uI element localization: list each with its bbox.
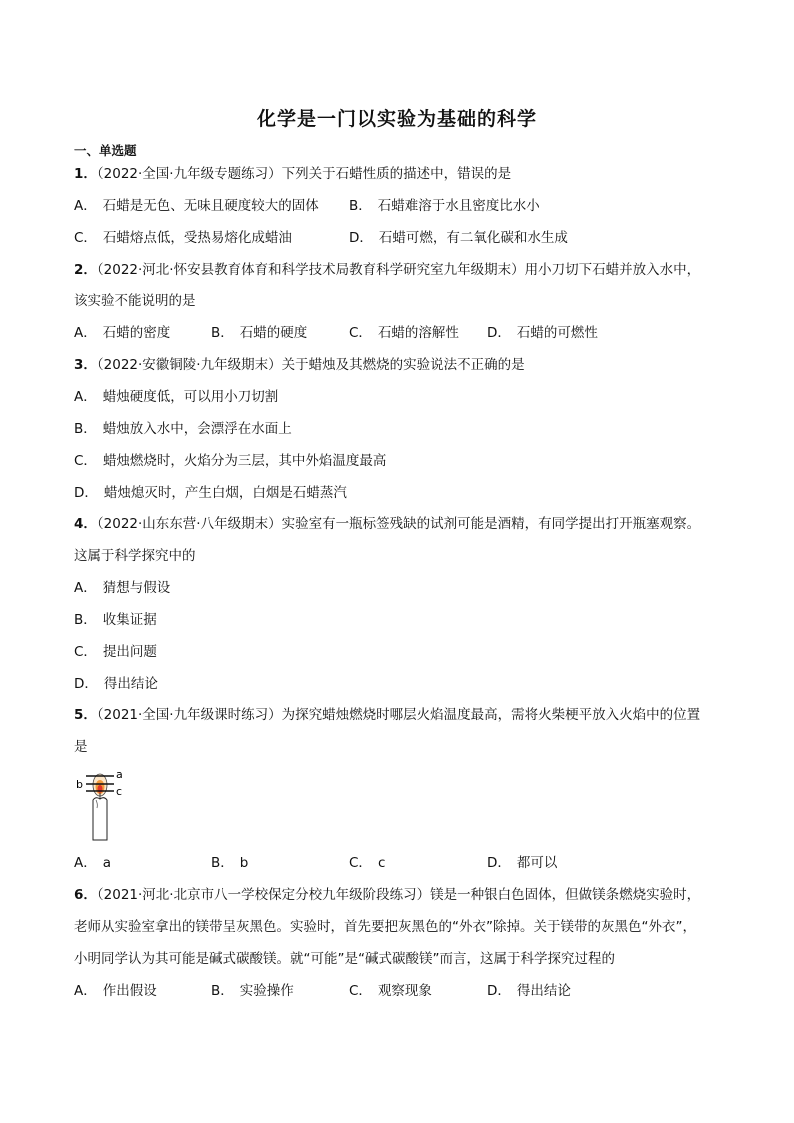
option-text: 收集证据 xyxy=(102,612,157,628)
q1-option-b[interactable] xyxy=(349,196,540,216)
option-text: 观察现象 xyxy=(377,983,432,999)
question-4-stem xyxy=(74,514,700,534)
question-6-stem-cont-2: 小明同学认为其可能是碱式碳酸镁。就“可能”是“碱式碳酸镁”而言，这属于科学探究过程的 xyxy=(74,951,615,967)
candle-flame-figure xyxy=(74,766,134,844)
question-5-stem xyxy=(74,705,700,725)
option-text: 都可以 xyxy=(516,855,558,871)
option-text: 作出假设 xyxy=(102,983,157,999)
option-text: 实验操作 xyxy=(239,983,294,999)
option-letter: B． xyxy=(74,421,97,437)
question-2-stem xyxy=(74,260,700,280)
question-2-stem-cont: 该实验不能说明的是 xyxy=(74,293,196,309)
option-text: 石蜡的硬度 xyxy=(239,325,308,341)
question-4-stem-cont: 这属于科学探究中的 xyxy=(74,548,196,564)
question-number: 3． xyxy=(74,357,97,373)
section-heading: 一、单选题 xyxy=(74,143,137,158)
option-text: 石蜡的密度 xyxy=(102,325,171,341)
q2-option-a[interactable] xyxy=(74,323,170,343)
option-text: 蜡烛放入水中，会漂浮在水面上 xyxy=(102,421,292,437)
option-letter: C． xyxy=(74,230,97,246)
q5-option-c[interactable] xyxy=(349,853,385,873)
q4-option-c[interactable] xyxy=(74,642,157,662)
option-text: 得出结论 xyxy=(103,676,158,692)
q1-option-a[interactable] xyxy=(74,196,319,216)
q5-option-a[interactable] xyxy=(74,853,111,873)
question-6-stem xyxy=(74,885,700,905)
question-text: （2021·全国·九年级课时练习）为探究蜡烛燃烧时哪层火焰温度最高，需将火柴梗平放入火焰中的位置 xyxy=(96,707,701,723)
q5-option-b[interactable] xyxy=(211,853,248,873)
option-letter: A． xyxy=(74,325,97,341)
option-text: 得出结论 xyxy=(516,983,571,999)
q3-option-d[interactable] xyxy=(74,483,347,503)
option-letter: C． xyxy=(74,453,97,469)
question-number: 5． xyxy=(74,707,97,723)
option-text: 提出问题 xyxy=(102,644,157,660)
option-letter: B． xyxy=(211,325,234,341)
q4-option-b[interactable] xyxy=(74,610,157,630)
q3-option-a[interactable] xyxy=(74,387,278,407)
q2-option-c[interactable] xyxy=(349,323,459,343)
q6-option-c[interactable] xyxy=(349,981,432,1001)
question-5-stem-cont: 是 xyxy=(74,739,88,755)
option-letter: A． xyxy=(74,389,97,405)
label-b: b xyxy=(76,778,83,791)
question-number: 6． xyxy=(74,887,97,903)
option-letter: A． xyxy=(74,983,97,999)
candle-body xyxy=(93,798,107,840)
candle-flame-diagram xyxy=(74,766,134,844)
option-letter: D． xyxy=(487,983,511,999)
q2-option-b[interactable] xyxy=(211,323,307,343)
label-a: a xyxy=(116,768,123,781)
option-letter: B． xyxy=(349,198,372,214)
option-text: 蜡烛燃烧时，火焰分为三层，其中外焰温度最高 xyxy=(102,453,387,469)
option-letter: C． xyxy=(349,855,372,871)
question-text: （2022·安徽铜陵·九年级期末）关于蜡烛及其燃烧的实验说法不正确的是 xyxy=(96,357,525,373)
option-text: b xyxy=(239,855,249,871)
option-letter: A． xyxy=(74,855,97,871)
question-1-stem xyxy=(74,164,511,184)
option-letter: A． xyxy=(74,198,97,214)
q3-option-c[interactable] xyxy=(74,451,386,471)
question-number: 4． xyxy=(74,516,97,532)
option-text: 石蜡难溶于水且密度比水小 xyxy=(377,198,540,214)
option-letter: B． xyxy=(211,855,234,871)
question-number: 1． xyxy=(74,166,97,182)
option-letter: B． xyxy=(74,612,97,628)
option-text: 石蜡的可燃性 xyxy=(516,325,598,341)
option-text: 蜡烛硬度低，可以用小刀切割 xyxy=(102,389,279,405)
q2-option-d[interactable] xyxy=(487,323,598,343)
q5-option-d[interactable] xyxy=(487,853,557,873)
option-letter: A． xyxy=(74,580,97,596)
option-text: 蜡烛熄灭时，产生白烟，白烟是石蜡蒸汽 xyxy=(103,485,347,501)
option-text: 石蜡的溶解性 xyxy=(377,325,459,341)
option-text: 石蜡是无色、无味且硬度较大的固体 xyxy=(102,198,319,214)
option-text: 石蜡可燃，有二氧化碳和水生成 xyxy=(378,230,568,246)
option-letter: D． xyxy=(487,855,511,871)
q1-option-d[interactable] xyxy=(349,228,568,248)
question-6-stem-cont-1: 老师从实验室拿出的镁带呈灰黑色。实验时，首先要把灰黑色的“外衣”除掉。关于镁带的灰黑色“外衣”， xyxy=(74,919,696,935)
option-letter: D． xyxy=(349,230,373,246)
option-letter: C． xyxy=(74,644,97,660)
option-letter: D． xyxy=(74,485,98,501)
option-text: 猜想与假设 xyxy=(102,580,171,596)
option-text: 石蜡熔点低，受热易熔化成蜡油 xyxy=(102,230,292,246)
q4-option-d[interactable] xyxy=(74,674,158,694)
q6-option-d[interactable] xyxy=(487,981,571,1001)
option-letter: C． xyxy=(349,983,372,999)
question-text: （2022·河北·怀安县教育体育和科学技术局教育科学研究室九年级期末）用小刀切下石蜡并放入水中， xyxy=(96,262,701,278)
option-text: a xyxy=(102,855,112,871)
option-letter: C． xyxy=(349,325,372,341)
option-letter: D． xyxy=(74,676,98,692)
option-letter: B． xyxy=(211,983,234,999)
q4-option-a[interactable] xyxy=(74,578,170,598)
option-text: c xyxy=(377,855,386,871)
label-c: c xyxy=(116,785,123,798)
page-title: 化学是一门以实验为基础的科学 xyxy=(256,108,537,130)
q1-option-c[interactable] xyxy=(74,228,292,248)
question-text: （2021·河北·北京市八一学校保定分校九年级阶段练习）镁是一种银白色固体，但做镁条燃烧实验时， xyxy=(96,887,701,903)
question-3-stem xyxy=(74,355,525,375)
q3-option-b[interactable] xyxy=(74,419,292,439)
q6-option-b[interactable] xyxy=(211,981,294,1001)
question-text: （2022·山东东营·八年级期末）实验室有一瓶标签残缺的试剂可能是酒精，有同学提出打开瓶塞观察。 xyxy=(96,516,701,532)
question-text: （2022·全国·九年级专题练习）下列关于石蜡性质的描述中，错误的是 xyxy=(96,166,512,182)
option-letter: D． xyxy=(487,325,511,341)
q6-option-a[interactable] xyxy=(74,981,157,1001)
question-number: 2． xyxy=(74,262,97,278)
